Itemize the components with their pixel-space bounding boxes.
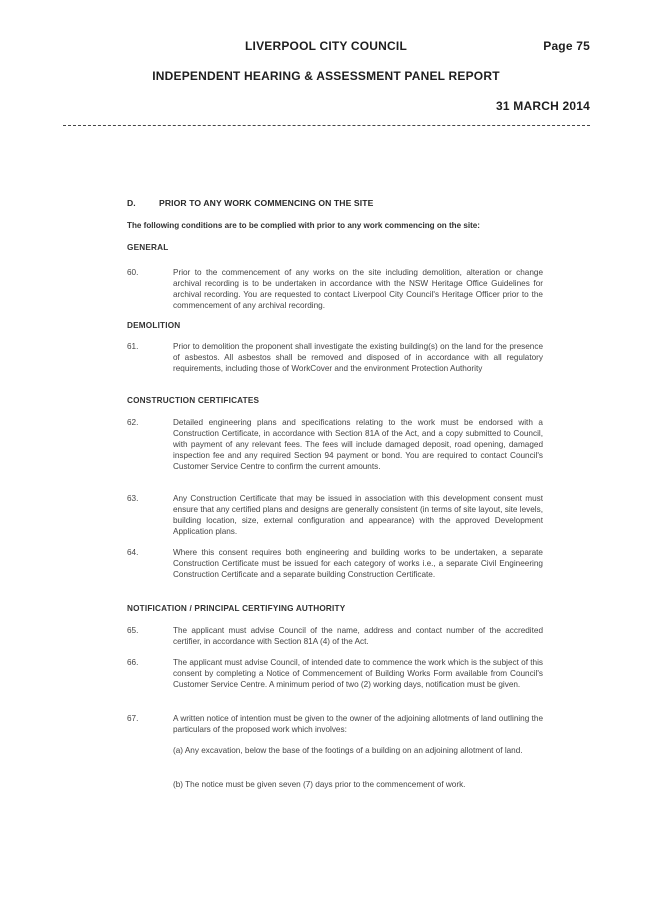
report-date: 31 MARCH 2014: [496, 99, 590, 113]
header-divider: [63, 125, 590, 126]
condition-65-text: The applicant must advise Council of the name, address and contact number of the accredited certifier, in accordance with Section 81A (4) of the Act.: [173, 626, 543, 647]
condition-66-text: The applicant must advise Council, of intended date to commence the work which is the subject of this consent by completing a Notice of Commencement of Building Works Form available from Council's Customer Service Centre. A minimum period of two (2) working days, notification must be given.: [173, 658, 543, 690]
page-number: Page 75: [543, 39, 590, 53]
heading-demolition: DEMOLITION: [127, 321, 181, 330]
condition-62-text: Detailed engineering plans and specifications relating to the work must be endorsed with a Construction Certificate, in accordance with Section 81A of the Act, and a copy submitted to Council, with payment of any relevant fees. The fees will include damaged deposit, road opening, damaged inspection fee and any required Section 94 payment or bond. You are required to contact Council's Customer Service Centre to confirm the current amounts.: [173, 418, 543, 472]
condition-60-number: 60.: [127, 268, 139, 277]
condition-63-number: 63.: [127, 494, 139, 503]
condition-66-number: 66.: [127, 658, 139, 667]
condition-67-text: A written notice of intention must be given to the owner of the adjoining allotments of land outlining the particulars of the proposed work which involves:: [173, 714, 543, 735]
condition-60-text: Prior to the commencement of any works on the site including demolition, alteration or change archival recording is to be undertaken in accordance with the NSW Heritage Office Guidelines for archival recording. You are requested to contact Liverpool City Council's Heritage Officer prior to the commencement of any archival recording.: [173, 268, 543, 311]
condition-62-number: 62.: [127, 418, 139, 427]
condition-65-number: 65.: [127, 626, 139, 635]
section-intro: The following conditions are to be complied with prior to any work commencing on the site:: [127, 221, 481, 230]
condition-61-text: Prior to demolition the proponent shall investigate the existing building(s) on the land for the presence of asbestos. All asbestos shall be removed and disposed of in accordance with all regulatory requirements, including those of WorkCover and the environment Protection Authority: [173, 342, 543, 374]
section-title: PRIOR TO ANY WORK COMMENCING ON THE SITE: [159, 198, 374, 208]
heading-construction: CONSTRUCTION CERTIFICATES: [127, 396, 260, 405]
heading-general: GENERAL: [127, 243, 169, 252]
condition-67-number: 67.: [127, 714, 139, 723]
condition-67-item-a: (a) Any excavation, below the base of the footings of a building on an adjoining allotment of land.: [173, 746, 523, 755]
condition-64-text: Where this consent requires both engineering and building works to be undertaken, a separate Construction Certificate must be issued for each category of works i.e., a separate Civil Engineering Construction Certificate and a separate building Construction Certificate.: [173, 548, 543, 580]
condition-67-item-b: (b) The notice must be given seven (7) days prior to the commencement of work.: [173, 780, 466, 789]
condition-64-number: 64.: [127, 548, 139, 557]
section-letter: D.: [127, 198, 136, 208]
condition-61-number: 61.: [127, 342, 139, 351]
heading-notification: NOTIFICATION / PRINCIPAL CERTIFYING AUTHORITY: [127, 604, 346, 613]
council-name: LIVERPOOL CITY COUNCIL: [245, 39, 407, 53]
report-title: INDEPENDENT HEARING & ASSESSMENT PANEL REPORT: [152, 69, 500, 83]
condition-63-text: Any Construction Certificate that may be issued in association with this development consent must ensure that any certified plans and designs are generally consistent (in terms of site layout, site levels, building location, size, external configuration and appearance) with the approved Development Application plans.: [173, 494, 543, 537]
